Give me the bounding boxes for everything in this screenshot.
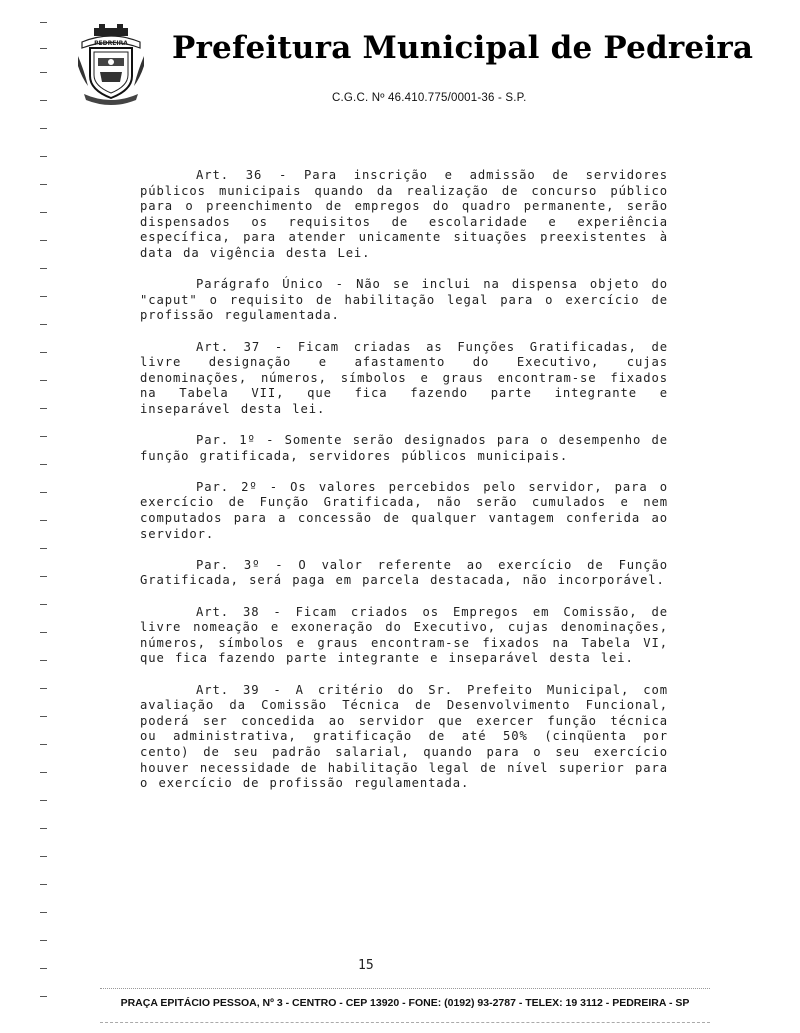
paragraph-par-1: Par. 1º - Somente serão designados para o desempenho de função gratificada, servidores públicos municipais. <box>140 433 668 463</box>
document-body <box>140 168 668 807</box>
paragraph-par-3: Par. 3º - O valor referente ao exercício de Função Gratificada, será paga em parcela destacada, não incorporável. <box>140 557 668 588</box>
bottom-divider <box>100 1022 710 1023</box>
paragraph-art-38: Art. 38 - Ficam criados os Empregos em Comissão, de livre nomeação e exoneração do Executivo, cujas denominações, números, símbolos e graus encontram-se fixados na Tabela VI, que fica fazendo parte integrante e inseparável desta lei. <box>140 604 668 666</box>
cgc-number: C.G.C. Nº 46.410.775/0001-36 - S.P. <box>332 92 527 104</box>
footer-address: PRAÇA EPITÁCIO PESSOA, Nº 3 - CENTRO - CEP 13920 - FONE: (0192) 93-2787 - TELEX: 19 3112 - PEDREIRA - SP <box>120 997 690 1009</box>
svg-text:PEDREIRA: PEDREIRA <box>94 40 128 47</box>
page-number: 15 <box>358 958 374 973</box>
footer-divider <box>100 988 710 989</box>
page-title: Prefeitura Municipal de Pedreira <box>172 30 754 66</box>
paragraph-par-2: Par. 2º - Os valores percebidos pelo servidor, para o exercício de Função Gratificada, não serão cumulados e nem computados para a concessão de qualquer vantagem conferida ao servidor. <box>140 479 668 541</box>
paragraph-art-39: Art. 39 - A critério do Sr. Prefeito Municipal, com avaliação da Comissão Técnica de Desenvolvimento Funcional, poderá ser concedida ao servidor que exercer função técnica ou administrativa, gratificação de até 50% (cinqüenta por cento) de seu padrão salarial, quando para o seu exercício houver necessidade de habilitação legal de nível superior para o exercício de profissão regulamentada. <box>140 682 668 791</box>
paragraph-art-36: Art. 36 - Para inscrição e admissão de servidores públicos municipais quando da realização de concurso público para o preenchimento de empregos do quadro permanente, serão dispensados os requisitos de escolaridade e experiência específica, para atender unicamente situações preexistentes à data da vigência desta Lei. <box>140 168 668 260</box>
paragraph-sole-paragraph: Parágrafo Único - Não se inclui na dispensa objeto do "caput" o requisito de habilitação legal para o exercício de profissão regulamentada. <box>140 277 668 323</box>
coat-of-arms-logo <box>74 20 148 106</box>
paragraph-art-37: Art. 37 - Ficam criadas as Funções Gratificadas, de livre designação e afastamento do Executivo, cujas denominações, números, símbolos e graus encontram-se fixados na Tabela VII, que fica fazendo parte integrante e inseparável desta lei. <box>140 339 668 416</box>
